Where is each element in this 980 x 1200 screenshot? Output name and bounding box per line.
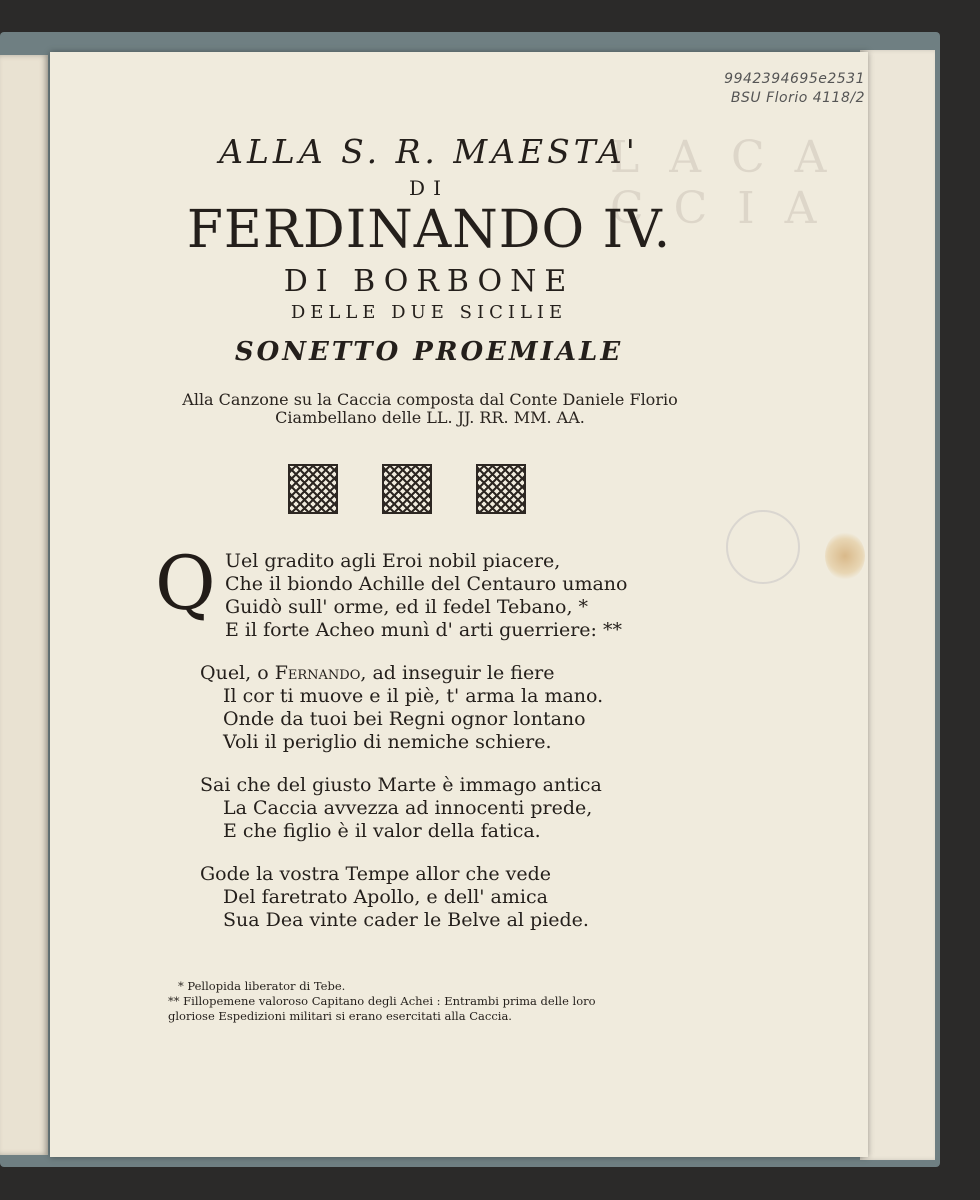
ornament: [476, 464, 526, 514]
footnote: gloriose Espedizioni militari si erano esercitati alla Caccia.: [168, 1009, 512, 1023]
verse-line: La Caccia avvezza ad innocenti prede,: [223, 797, 593, 819]
verse-line: Voli il periglio di nemiche schiere.: [223, 731, 552, 753]
verse-line: Sai che del giusto Marte è immago antica: [200, 774, 602, 796]
house-name: DI BORBONE: [283, 264, 575, 299]
catalog-annotation: [615, 70, 865, 108]
ornament: [382, 464, 432, 514]
verse-line: Onde da tuoi bei Regni ognor lontano: [223, 708, 586, 730]
catalog-number: 9942394695e2531: [724, 71, 865, 87]
verse-fragment: , ad inseguir le fiere: [360, 662, 555, 684]
realm-name: DELLE DUE SICILIE: [290, 302, 568, 323]
dedication-line: ALLA S. R. MAESTA': [219, 132, 639, 171]
library-stamp: [726, 510, 800, 584]
verse-line: Gode la vostra Tempe allor che vede: [200, 863, 552, 885]
verse-line: Il cor ti muove e il piè, t' arma la mano.: [223, 685, 604, 707]
verse-fragment: Quel, o: [200, 662, 275, 684]
verse-line: Del faretrato Apollo, e dell' amica: [223, 886, 548, 908]
sonnet-heading: SONETTO PROEMIALE: [234, 337, 624, 367]
ornament: [288, 464, 338, 514]
book-page: [50, 52, 868, 1157]
subtitle-line-1: Alla Canzone su la Caccia composta dal Conte Daniele Florio: [182, 390, 678, 409]
verse-line: Guidò sull' orme, ed il fedel Tebano, *: [225, 596, 589, 618]
underlying-page: [860, 50, 935, 1160]
verse-line: E che figlio è il valor della fatica.: [223, 820, 541, 842]
dedication-di: DI: [409, 176, 449, 200]
verse-line: Che il biondo Achille del Centauro umano: [225, 573, 628, 595]
subtitle-line-2: Ciambellano delle LL. JJ. RR. MM. AA.: [275, 408, 585, 427]
verse-line: Sua Dea vinte cader le Belve al piede.: [223, 909, 589, 931]
verse-line: [200, 662, 555, 685]
shelfmark: BSU Florio 4118/2: [730, 90, 865, 106]
bleed-through-text: L A C A C C I A: [610, 132, 835, 234]
paper-stain: [825, 532, 865, 580]
drop-capital: Q: [155, 541, 216, 627]
footnote: * Pellopida liberator di Tebe.: [178, 979, 346, 993]
footnote: ** Fillopemene valoroso Capitano degli Achei : Entrambi prima delle loro: [168, 994, 596, 1008]
king-vocative: Fernando: [274, 662, 361, 684]
verse-line: Uel gradito agli Eroi nobil piacere,: [225, 550, 561, 572]
king-name: FERDINANDO IV.: [186, 200, 672, 260]
verse-line: E il forte Acheo munì d' arti guerriere: **: [225, 619, 622, 641]
